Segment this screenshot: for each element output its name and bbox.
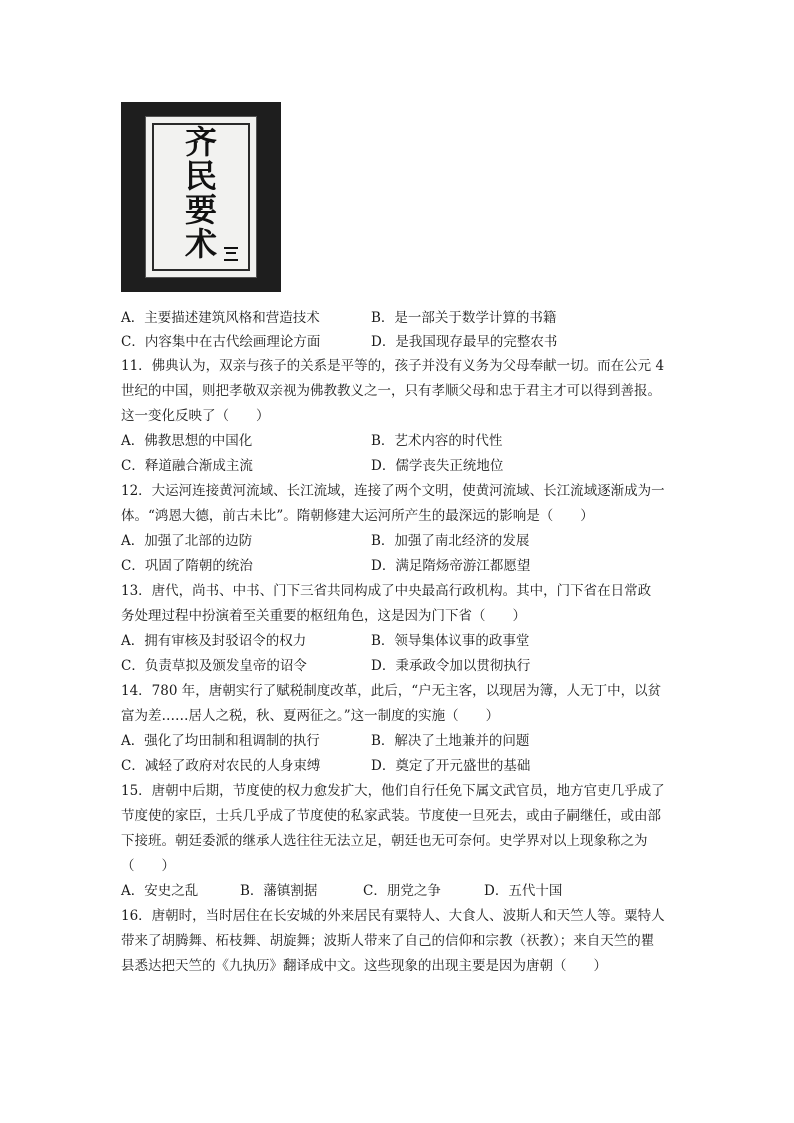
q15-stem-line: 下接班。朝廷委派的继承人选往往无法立足，朝廷也无可奈何。史学界对以上现象称之为	[121, 833, 648, 849]
q16-stem-line: 16．唐朝时，当时居住在长安城的外来居民有粟特人、大食人、波斯人和天竺人等。粟特人	[121, 908, 665, 924]
q15-stem-line: （ ）	[121, 858, 175, 874]
q14-option-b: B．解决了土地兼并的问题	[371, 733, 530, 749]
q10-option-b: B．是一部关于数学计算的书籍	[371, 310, 557, 326]
q13-option-b: B．领导集体议事的政事堂	[371, 633, 530, 649]
q13-option-a: A．拥有审核及封驳诏令的权力	[121, 633, 307, 649]
q13-stem-line: 13．唐代，尚书、中书、门下三省共同构成了中央最高行政机构。其中，门下省在日常政	[121, 583, 652, 599]
q15-option-a: A．安史之乱	[121, 883, 199, 899]
q11-option-a: A．佛教思想的中国化	[121, 433, 253, 449]
q14-option-a: A．强化了均田制和租调制的执行	[121, 733, 320, 749]
q15-option-d: D．五代十国	[484, 883, 563, 899]
q13-option-c: C．负责草拟及颁发皇帝的诏令	[121, 658, 307, 674]
q11-stem-line: 这一变化反映了（ ）	[121, 408, 270, 424]
q14-option-c: C．减轻了政府对农民的人身束缚	[121, 758, 321, 774]
q12-option-a: A．加强了北部的边防	[121, 533, 253, 549]
q12-stem-line: 12．大运河连接黄河流域、长江流域，连接了两个文明，使黄河流域、长江流域逐渐成为一	[121, 483, 665, 499]
book-cover-image	[121, 102, 281, 292]
q14-stem-line: 14．780 年，唐朝实行了赋税制度改革，此后，“户无主客，以现居为簿，人无丁中，以贫	[121, 683, 662, 699]
cover-title-char: 齐	[184, 123, 217, 161]
cover-title	[146, 125, 256, 261]
cover-title-char: 术	[184, 225, 217, 263]
q10-option-d: D．是我国现存最早的完整农书	[371, 334, 558, 350]
q10-option-c: C．内容集中在古代绘画理论方面	[121, 334, 321, 350]
q12-stem-line: 体。“鸿恩大德，前古未比”。隋朝修建大运河所产生的最深远的影响是（ ）	[121, 508, 594, 524]
q13-stem-line: 务处理过程中扮演着至关重要的枢纽角色，这是因为门下省（ ）	[121, 608, 526, 624]
q16-stem-line: 带来了胡腾舞、柘枝舞、胡旋舞；波斯人带来了自己的信仰和宗教（祆教）；来自天竺的瞿	[121, 933, 655, 949]
q15-stem-line: 15．唐朝中后期，节度使的权力愈发扩大，他们自行任免下属文武官员，地方官吏几乎成了	[121, 783, 665, 799]
q15-option-c: C．朋党之争	[363, 883, 441, 899]
q14-stem-line: 富为差……居人之税，秋、夏两征之。”这一制度的实施（ ）	[121, 708, 500, 724]
q12-option-c: C．巩固了隋朝的统治	[121, 558, 253, 574]
q11-option-d: D．儒学丧失正统地位	[371, 458, 504, 474]
cover-seal-mark	[224, 247, 238, 261]
q12-option-b: B．加强了南北经济的发展	[371, 533, 530, 549]
q15-option-b: B．藩镇割据	[240, 883, 318, 899]
cover-label	[145, 116, 257, 278]
cover-title-char: 要	[184, 191, 217, 229]
q11-stem-line: 世纪的中国，则把孝敬双亲视为佛教教义之一，只有孝顺父母和忠于君主才可以得到善报。	[121, 383, 661, 399]
q11-option-b: B．艺术内容的时代性	[371, 433, 503, 449]
q15-stem-line: 节度使的家臣，士兵几乎成了节度使的私家武装。节度使一旦死去，或由子嗣继任，或由部	[121, 808, 661, 824]
q13-option-d: D．秉承政令加以贯彻执行	[371, 658, 531, 674]
q11-stem-line: 11．佛典认为，双亲与孩子的关系是平等的，孩子并没有义务为父母奉献一切。而在公元 4	[121, 358, 665, 374]
q14-option-d: D．奠定了开元盛世的基础	[371, 758, 531, 774]
q12-option-d: D．满足隋炀帝游江都愿望	[371, 558, 531, 574]
q11-option-c: C．释道融合渐成主流	[121, 458, 253, 474]
cover-title-char: 民	[184, 157, 217, 195]
q10-option-a: A．主要描述建筑风格和营造技术	[121, 310, 320, 326]
q16-stem-line: 县悉达把天竺的《九执历》翻译成中文。这些现象的出现主要是因为唐朝（ ）	[121, 958, 607, 974]
